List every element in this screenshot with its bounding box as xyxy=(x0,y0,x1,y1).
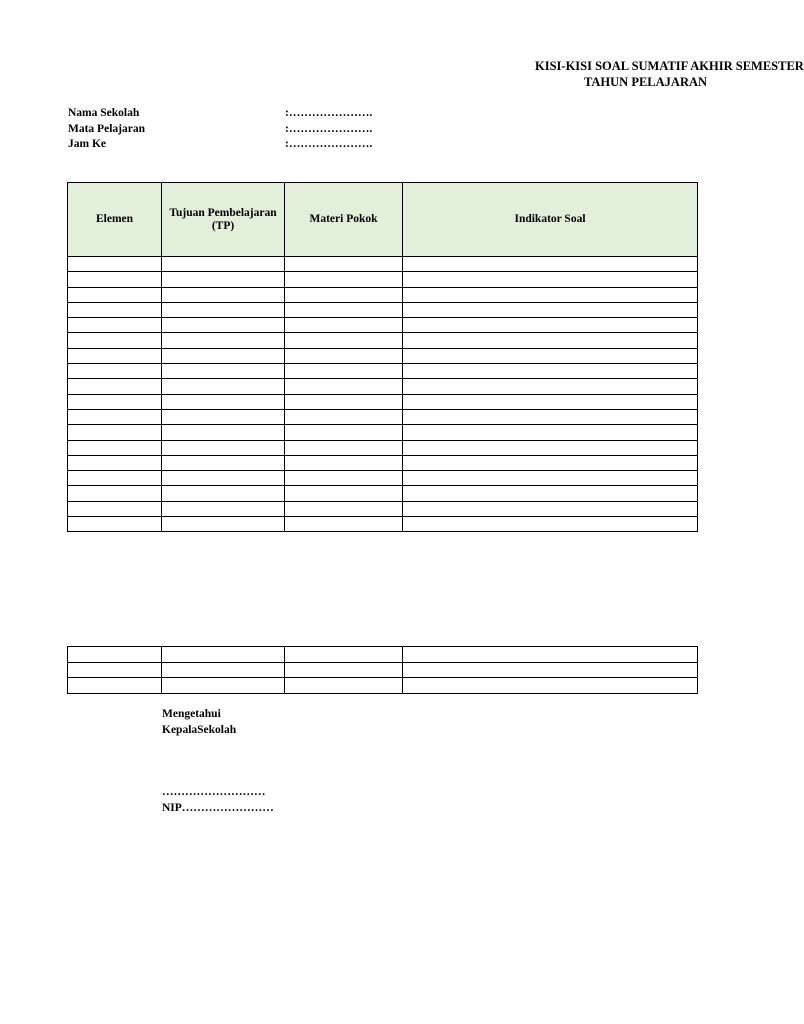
table-cell xyxy=(285,517,403,532)
table-cell xyxy=(162,425,285,440)
info-value: :…………………. xyxy=(285,138,373,150)
table-row xyxy=(68,678,698,694)
table-cell xyxy=(162,394,285,409)
column-header-indikator: Indikator Soal xyxy=(403,183,698,257)
table-cell xyxy=(68,486,162,501)
table-cell xyxy=(162,364,285,379)
table-cell xyxy=(68,364,162,379)
table-cell xyxy=(68,501,162,516)
table-cell xyxy=(403,379,698,394)
info-value: :…………………. xyxy=(285,122,373,135)
signature-block xyxy=(162,707,274,816)
table-cell xyxy=(285,394,403,409)
table-cell xyxy=(285,272,403,287)
table-row xyxy=(68,287,698,302)
table-cell xyxy=(403,455,698,470)
table-row xyxy=(68,257,698,272)
table-cell xyxy=(403,272,698,287)
info-value: :…………………. xyxy=(285,107,373,119)
table-row xyxy=(68,348,698,363)
table-cell xyxy=(68,678,162,694)
school-info xyxy=(68,106,388,153)
table-cell xyxy=(285,379,403,394)
table-cell xyxy=(403,440,698,455)
table-row xyxy=(68,333,698,348)
info-row-hour xyxy=(68,137,388,153)
table-row xyxy=(68,486,698,501)
table-cell xyxy=(285,333,403,348)
table-cell xyxy=(285,348,403,363)
table-cell xyxy=(285,678,403,694)
table-cell xyxy=(285,287,403,302)
table-cell xyxy=(68,662,162,678)
table-cell xyxy=(403,678,698,694)
table-cell xyxy=(403,471,698,486)
table-cell xyxy=(162,517,285,532)
table-cell xyxy=(403,647,698,663)
table-body xyxy=(68,257,698,532)
table-cell xyxy=(285,425,403,440)
document-title xyxy=(400,58,804,92)
info-row-subject xyxy=(68,122,388,138)
info-row-school xyxy=(68,106,388,122)
table-row xyxy=(68,662,698,678)
table-row xyxy=(68,379,698,394)
table-cell xyxy=(162,455,285,470)
continuation-table xyxy=(67,646,698,694)
table-cell xyxy=(162,379,285,394)
table-cell xyxy=(162,333,285,348)
table-cell xyxy=(162,287,285,302)
table-cell xyxy=(285,471,403,486)
table-row xyxy=(68,364,698,379)
table-cell xyxy=(403,394,698,409)
table-header-row xyxy=(68,183,698,257)
table-cell xyxy=(68,425,162,440)
table-cell xyxy=(285,364,403,379)
table-cell xyxy=(68,471,162,486)
table-cell xyxy=(162,471,285,486)
table-cell xyxy=(162,647,285,663)
table-row xyxy=(68,272,698,287)
table-cell xyxy=(162,272,285,287)
table-cell xyxy=(162,409,285,424)
title-line-2: TAHUN PELAJARAN xyxy=(584,75,708,89)
signature-nip-line: NIP…………………… xyxy=(162,801,274,814)
column-header-tujuan: Tujuan Pembelajaran (TP) xyxy=(162,183,285,257)
table-cell xyxy=(403,287,698,302)
table-cell xyxy=(403,257,698,272)
title-line-1: KISI-KISI SOAL SUMATIF AKHIR SEMESTER xyxy=(535,59,804,73)
table-row xyxy=(68,455,698,470)
column-header-materi: Materi Pokok xyxy=(285,183,403,257)
table-row xyxy=(68,318,698,333)
table-cell xyxy=(162,257,285,272)
table-row xyxy=(68,517,698,532)
table-cell xyxy=(285,662,403,678)
table-cell xyxy=(68,409,162,424)
table-cell xyxy=(162,440,285,455)
column-header-elemen: Elemen xyxy=(68,183,162,257)
table-cell xyxy=(162,302,285,317)
table-row xyxy=(68,471,698,486)
table-cell xyxy=(403,486,698,501)
table-cell xyxy=(285,455,403,470)
table-row xyxy=(68,440,698,455)
table-cell xyxy=(403,318,698,333)
table-row xyxy=(68,394,698,409)
table-cell xyxy=(68,257,162,272)
table-cell xyxy=(68,517,162,532)
table-cell xyxy=(285,501,403,516)
table-body xyxy=(68,647,698,694)
table-cell xyxy=(162,486,285,501)
table-row xyxy=(68,647,698,663)
table-cell xyxy=(68,287,162,302)
table-cell xyxy=(68,394,162,409)
table-cell xyxy=(285,409,403,424)
table-row xyxy=(68,302,698,317)
table-cell xyxy=(162,501,285,516)
table-cell xyxy=(285,647,403,663)
table-row xyxy=(68,409,698,424)
table-cell xyxy=(285,486,403,501)
signature-acknowledge: Mengetahui xyxy=(162,708,221,720)
table-cell xyxy=(68,440,162,455)
signature-role: KepalaSekolah xyxy=(162,723,237,736)
table-cell xyxy=(68,318,162,333)
table-cell xyxy=(162,348,285,363)
table-cell xyxy=(403,662,698,678)
table-cell xyxy=(162,678,285,694)
table-cell xyxy=(403,364,698,379)
table-row xyxy=(68,425,698,440)
table-cell xyxy=(162,662,285,678)
table-cell xyxy=(285,257,403,272)
question-grid-table xyxy=(67,182,698,532)
table-cell xyxy=(403,348,698,363)
table-cell xyxy=(68,379,162,394)
table-cell xyxy=(403,302,698,317)
table-cell xyxy=(68,333,162,348)
info-label: Nama Sekolah xyxy=(68,107,140,119)
table-cell xyxy=(403,501,698,516)
table-cell xyxy=(403,409,698,424)
table-cell xyxy=(285,302,403,317)
table-cell xyxy=(68,647,162,663)
table-cell xyxy=(68,302,162,317)
info-label: Mata Pelajaran xyxy=(68,122,145,135)
table-cell xyxy=(162,318,285,333)
table-cell xyxy=(403,517,698,532)
table-cell xyxy=(285,440,403,455)
table-cell xyxy=(68,348,162,363)
table-cell xyxy=(403,425,698,440)
table-row xyxy=(68,501,698,516)
info-label: Jam Ke xyxy=(68,138,107,150)
table-cell xyxy=(68,272,162,287)
signature-name-line: ……………………… xyxy=(162,786,266,798)
table-cell xyxy=(285,318,403,333)
table-cell xyxy=(68,455,162,470)
table-cell xyxy=(403,333,698,348)
